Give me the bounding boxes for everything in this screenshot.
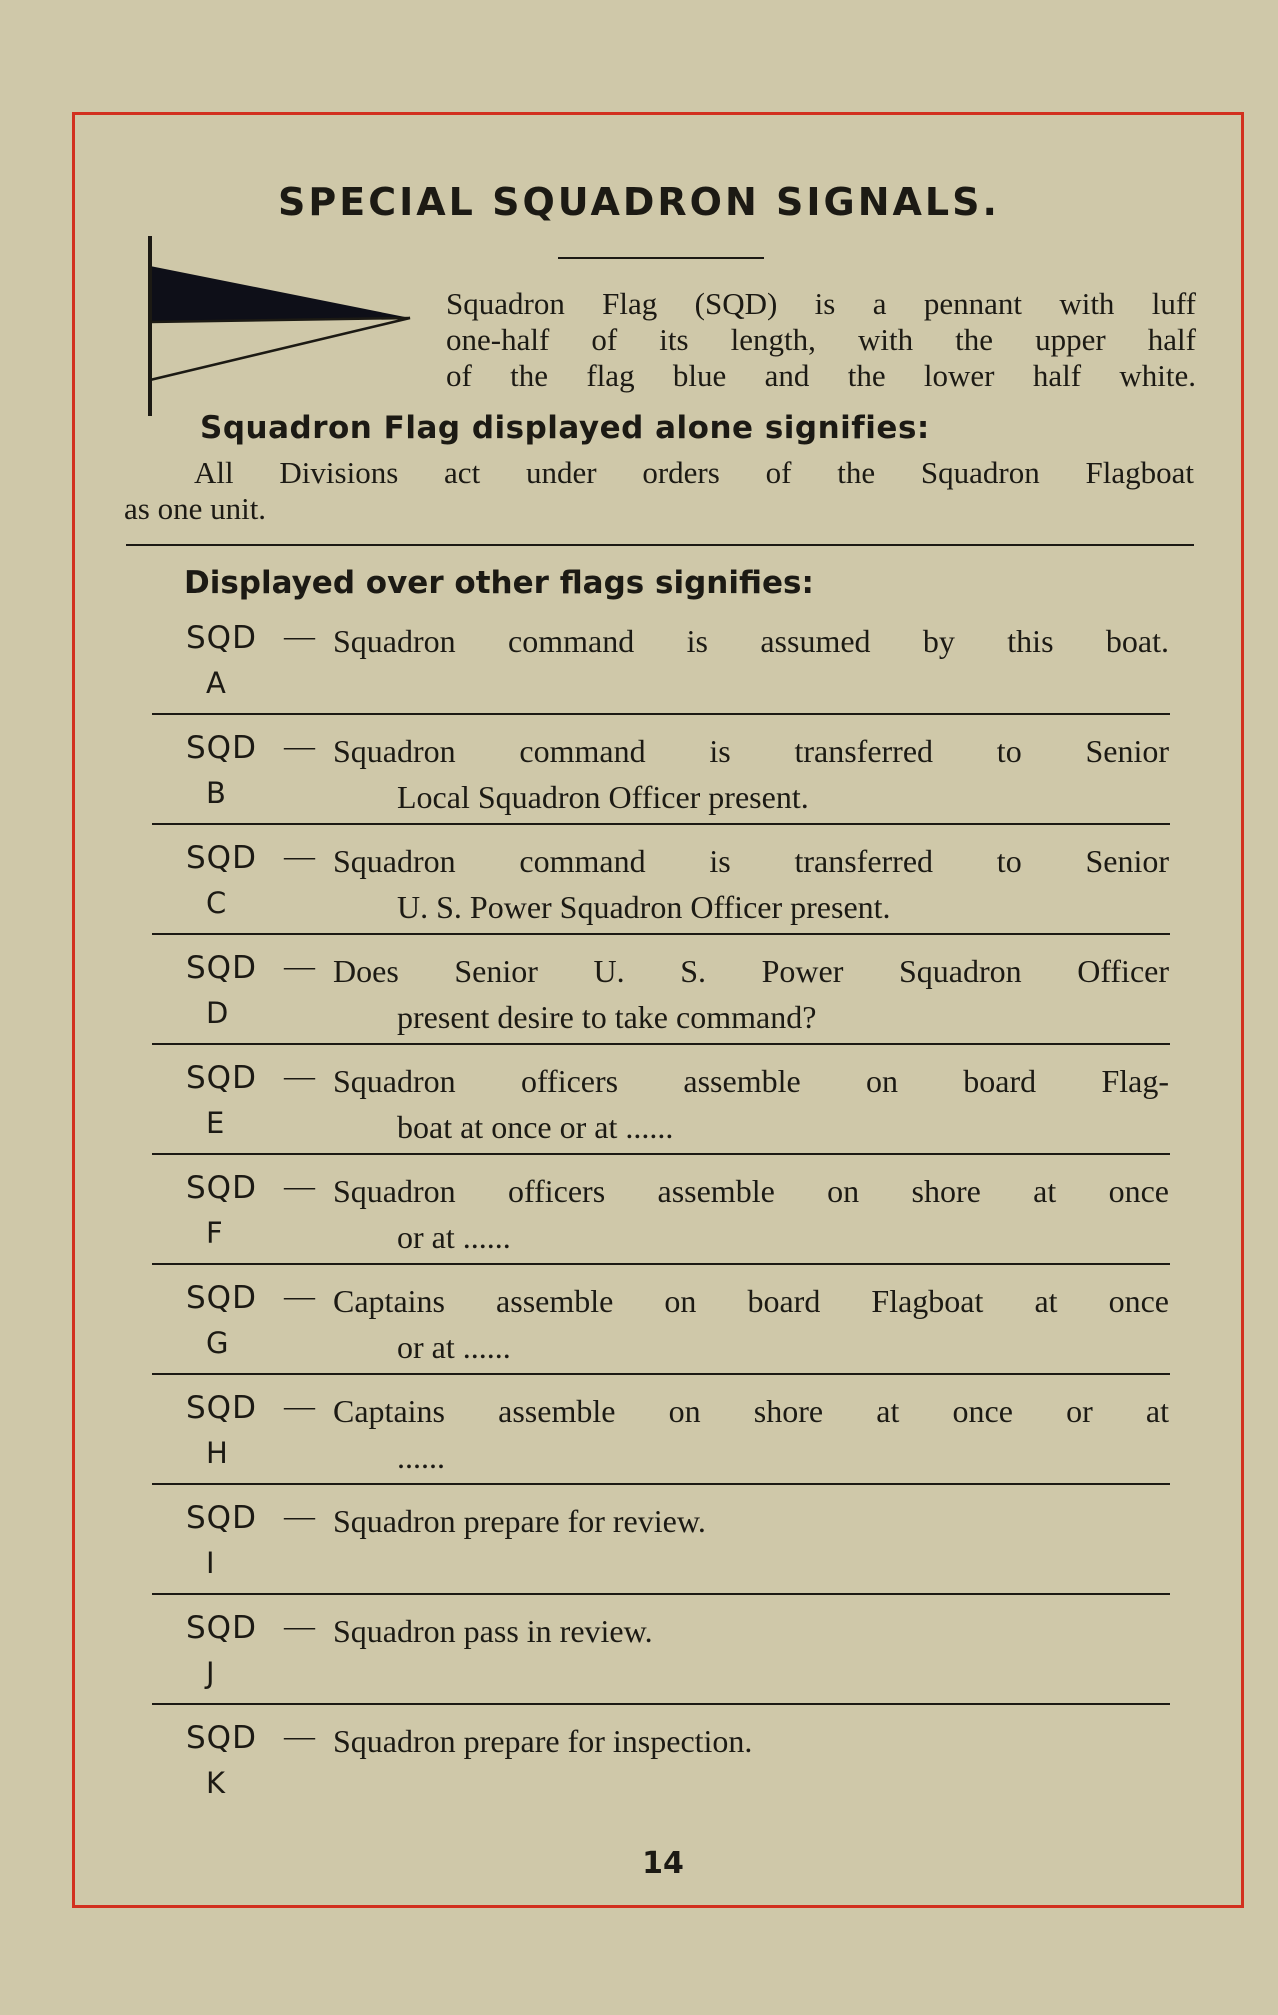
signal-meaning [333, 1058, 1169, 1150]
alone-meaning [124, 455, 1194, 527]
signal-code: SQD [186, 1060, 257, 1096]
signal-code: SQD [186, 840, 257, 876]
signal-letter: B [206, 776, 226, 810]
signal-row [150, 1268, 1170, 1378]
signal-code: SQD [186, 950, 257, 986]
page-number: 14 [642, 1846, 684, 1881]
signal-meaning-line: Squadron command is transferred to Senior [333, 733, 1169, 769]
signal-letter: D [206, 996, 229, 1030]
signal-letter: F [206, 1216, 223, 1250]
signal-dash: — [284, 1498, 315, 1533]
signal-list [150, 608, 1170, 1818]
signal-dash: — [284, 1168, 315, 1203]
signal-row [150, 938, 1170, 1048]
signal-meaning [333, 1168, 1169, 1260]
signal-meaning [333, 618, 1169, 664]
signal-meaning-line: Squadron officers assemble on shore at once [333, 1173, 1169, 1209]
signal-row [150, 1378, 1170, 1488]
signal-row [150, 718, 1170, 828]
signal-row [150, 1708, 1170, 1818]
signal-code: SQD [186, 1500, 257, 1536]
signal-meaning-line: Captains assemble on shore at once or at [333, 1393, 1169, 1429]
signal-meaning [333, 1498, 1169, 1544]
signal-meaning [333, 728, 1169, 820]
signal-meaning-line: Squadron prepare for inspection. [333, 1723, 753, 1759]
page-title: SPECIAL SQUADRON SIGNALS. [278, 180, 1000, 224]
signal-meaning-line: U. S. Power Squadron Officer present. [397, 889, 891, 925]
flag-description [446, 286, 1196, 394]
signal-dash: — [284, 728, 315, 763]
signal-code: SQD [186, 620, 257, 656]
signal-meaning-line: ...... [397, 1439, 445, 1475]
signal-code: SQD [186, 1170, 257, 1206]
signal-row [150, 1048, 1170, 1158]
signal-meaning-line: or at ...... [397, 1219, 511, 1255]
signal-code: SQD [186, 1720, 257, 1756]
signal-letter: H [206, 1436, 228, 1470]
signal-letter: K [206, 1766, 226, 1800]
signal-meaning-line: Squadron command is transferred to Senior [333, 843, 1169, 879]
signal-letter: J [206, 1656, 215, 1690]
signal-dash: — [284, 838, 315, 873]
alone-heading: Squadron Flag displayed alone signifies: [200, 410, 930, 446]
signal-meaning-line: Does Senior U. S. Power Squadron Officer [333, 953, 1169, 989]
signal-meaning-line: present desire to take command? [397, 999, 817, 1035]
signal-row [150, 828, 1170, 938]
signal-dash: — [284, 1608, 315, 1643]
signal-letter: I [206, 1546, 215, 1580]
signal-code: SQD [186, 1390, 257, 1426]
signal-code: SQD [186, 1610, 257, 1646]
signal-meaning-line: Squadron prepare for review. [333, 1503, 706, 1539]
title-underline [558, 257, 764, 259]
signal-dash: — [284, 948, 315, 983]
signal-meaning [333, 948, 1169, 1040]
signal-dash: — [284, 1388, 315, 1423]
signal-letter: A [206, 666, 226, 700]
signal-meaning-line: Squadron officers assemble on board Flag- [333, 1063, 1169, 1099]
signal-dash: — [284, 1718, 315, 1753]
signal-meaning [333, 838, 1169, 930]
signal-code: SQD [186, 730, 257, 766]
signal-row [150, 1488, 1170, 1598]
signal-meaning [333, 1608, 1169, 1654]
signal-dash: — [284, 1278, 315, 1313]
signal-meaning [333, 1388, 1169, 1480]
signal-letter: E [206, 1106, 225, 1140]
signal-row [150, 608, 1170, 718]
signal-meaning [333, 1718, 1169, 1764]
over-heading: Displayed over other flags signifies: [184, 565, 814, 601]
squadron-pennant-icon [140, 236, 420, 421]
signal-meaning-line: Squadron pass in review. [333, 1613, 653, 1649]
signal-dash: — [284, 618, 315, 653]
flag-description-line: of the flag blue and the lower half white. [446, 358, 1196, 393]
signal-row [150, 1598, 1170, 1708]
alone-meaning-line: All Divisions act under orders of the Squadron Flagboat [194, 455, 1194, 490]
signal-letter: G [206, 1326, 229, 1360]
flag-description-line: one-half of its length, with the upper half [446, 322, 1196, 357]
signal-meaning-line: Captains assemble on board Flagboat at once [333, 1283, 1169, 1319]
signal-code: SQD [186, 1280, 257, 1316]
signal-meaning [333, 1278, 1169, 1370]
signal-meaning-line: boat at once or at ...... [397, 1109, 674, 1145]
signal-dash: — [284, 1058, 315, 1093]
signal-meaning-line: Local Squadron Officer present. [397, 779, 809, 815]
section-divider [126, 544, 1194, 546]
signal-meaning-line: Squadron command is assumed by this boat. [333, 623, 1169, 659]
flag-description-line: Squadron Flag (SQD) is a pennant with luff [446, 286, 1196, 321]
signal-row [150, 1158, 1170, 1268]
signal-letter: C [206, 886, 227, 920]
alone-meaning-line: as one unit. [124, 491, 267, 526]
signal-meaning-line: or at ...... [397, 1329, 511, 1365]
